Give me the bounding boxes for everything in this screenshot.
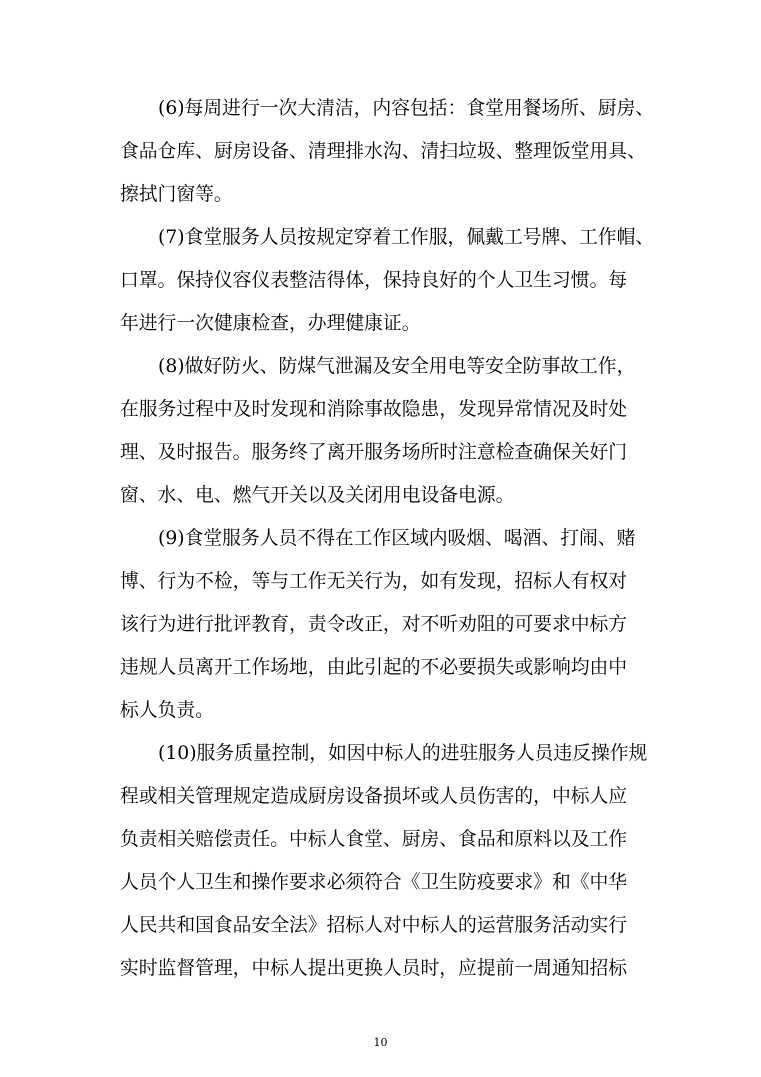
text-line: 博、行为不检，等与工作无关行为，如有发现，招标人有权对 (120, 571, 628, 592)
text-line: 人员个人卫生和操作要求必须符合《卫生防疫要求》和《中华 (120, 872, 628, 893)
text-line: 违规人员离开工作场地，由此引起的不必要损失或影响均由中 (120, 657, 628, 678)
text-line: 年进行一次健康检查，办理健康证。 (120, 313, 421, 334)
text-line: 擦拭门窗等。 (120, 184, 233, 205)
text-line: 标人负责。 (120, 700, 214, 721)
text-line: 口罩。保持仪容仪表整洁得体，保持良好的个人卫生习惯。每 (120, 270, 628, 291)
text-line: (8)做好防火、防煤气泄漏及安全用电等安全防事故工作， (158, 356, 636, 377)
text-line: (6)每周进行一次大清洁，内容包括：食堂用餐场所、厨房、 (158, 98, 655, 119)
text-line: 该行为进行批评教育，责令改正，对不听劝阻的可要求中标方 (120, 614, 628, 635)
text-line: 食品仓库、厨房设备、清理排水沟、清扫垃圾、整理饭堂用具、 (120, 141, 646, 162)
text-line: 程或相关管理规定造成厨房设备损坏或人员伤害的，中标人应 (120, 786, 628, 807)
text-line: 负责相关赔偿责任。中标人食堂、厨房、食品和原料以及工作 (120, 829, 628, 850)
text-line: (9)食堂服务人员不得在工作区域内吸烟、喝酒、打闹、赌 (158, 528, 636, 549)
text-line: 在服务过程中及时发现和消除事故隐患，发现异常情况及时处 (120, 399, 628, 420)
text-line: 人民共和国食品安全法》招标人对中标人的运营服务活动实行 (120, 915, 628, 936)
text-line: 理、及时报告。服务终了离开服务场所时注意检查确保关好门 (120, 442, 628, 463)
text-line: (10)服务质量控制，如因中标人的进驻服务人员违反操作规 (158, 743, 648, 764)
text-line: (7)食堂服务人员按规定穿着工作服，佩戴工号牌、工作帽、 (158, 227, 655, 248)
page-number: 10 (373, 1036, 388, 1049)
text-line: 实时监督管理，中标人提出更换人员时，应提前一周通知招标 (120, 958, 628, 979)
text-line: 窗、水、电、燃气开关以及关闭用电设备电源。 (120, 485, 515, 506)
